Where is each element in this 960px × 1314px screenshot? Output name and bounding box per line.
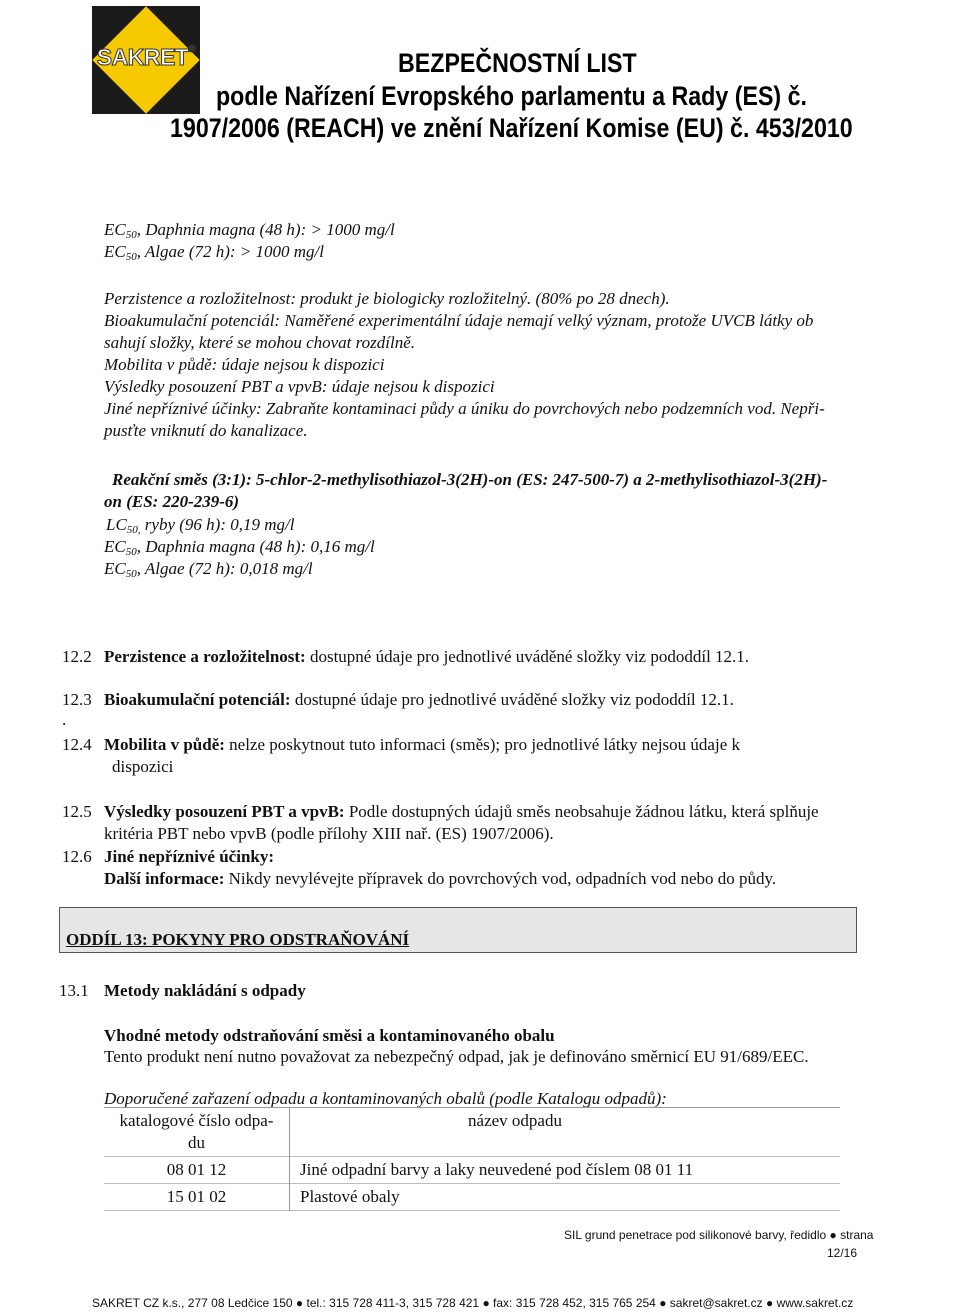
col-header-name: název odpadu bbox=[468, 1111, 562, 1130]
footer-contact: SAKRET CZ k.s., 277 08 Ledčice 150 ● tel.: 315 728 411-3, 315 728 421 ● fax: 315 728 452, 315 765 254 ● sakret@sakret.cz ● www.sakret.cz bbox=[92, 1296, 854, 1310]
s12-5-text: Výsledky posouzení PBT a vpvB: Podle dostupných údajů směs neobsahuje žádnou látku, která splňuje bbox=[104, 802, 819, 821]
other-effects-line-2: pusťte vniknutí do kanalizace. bbox=[104, 421, 308, 440]
logo-brand: SAKRET® bbox=[96, 44, 196, 70]
s12-5-text-2: kritéria PBT nebo vpvB (podle přílohy XIII nař. (ES) 1907/2006). bbox=[104, 824, 554, 843]
bioaccumulation-line: Bioakumulační potenciál: Naměřené experimentální údaje nemají velký význam, protože UVCB látky ob bbox=[104, 311, 814, 330]
bullet-icon: ● bbox=[659, 1296, 667, 1310]
s12-4-number: 12.4 bbox=[62, 735, 92, 754]
bullet-icon: ● bbox=[482, 1296, 490, 1310]
reaction-mass-title: Reakční směs (3:1): 5-chlor-2-methylisothiazol-3(2H)-on (ES: 247-500-7) a 2-methylisothiazol-3(2H)- bbox=[112, 470, 828, 489]
bullet-icon: ● bbox=[766, 1296, 774, 1310]
bullet-icon: ● bbox=[829, 1228, 837, 1242]
ec50-daphnia-mix-line: $EC_{50}$, Daphnia magna (48 h): 0,16 mg/l bbox=[104, 537, 375, 558]
ec50-daphnia-line: $EC_{50}$, Daphnia magna (48 h): > 1000 mg/l bbox=[104, 220, 395, 241]
catalog-heading: Doporučené zařazení odpadu a kontaminovaných obalů (podle Katalogu odpadů): bbox=[104, 1089, 667, 1108]
ec50-algae-line: $EC_{50}$, Algae (72 h): > 1000 mg/l bbox=[104, 242, 325, 263]
waste-catalog-table bbox=[104, 1107, 840, 1211]
bullet-icon: ● bbox=[295, 1296, 304, 1310]
s12-2-text: Perzistence a rozložitelnost: dostupné údaje pro jednotlivé uváděné složky viz pododdíl 12.1. bbox=[104, 647, 750, 666]
waste-code: 15 01 02 bbox=[104, 1184, 290, 1211]
header-regulation: podle Nařízení Evropského parlamentu a Rady (ES) č. bbox=[216, 81, 807, 111]
lc50-fish-line: $LC_{50,}$ ryby (96 h): 0,19 mg/l bbox=[106, 515, 295, 536]
s12-3-number: 12.3 bbox=[62, 690, 92, 709]
waste-code: 08 01 12 bbox=[104, 1157, 290, 1184]
s12-3-text: Bioakumulační potenciál: dostupné údaje pro jednotlivé uváděné složky viz pododdíl 12.1. bbox=[104, 690, 734, 709]
ec50-algae-mix-line: $EC_{50}$, Algae (72 h): 0,018 mg/l bbox=[104, 559, 313, 580]
header-regulation-amendment: 1907/2006 (REACH) ve znění Nařízení Komise (EU) č. 453/2010 bbox=[170, 113, 853, 143]
s13-1-number: 13.1 bbox=[59, 981, 89, 1000]
s12-6-number: 12.6 bbox=[62, 847, 92, 866]
other-effects-line: Jiné nepříznivé účinky: Zabraňte kontaminaci půdy a úniku do povrchových nebo podzemních vod. Nepři- bbox=[104, 399, 825, 418]
pbt-line: Výsledky posouzení PBT a vpvB: údaje nejsou k dispozici bbox=[104, 377, 495, 396]
s13-1-label: Metody nakládání s odpady bbox=[104, 981, 306, 1000]
waste-name: Plastové obaly bbox=[300, 1187, 400, 1206]
mobility-line: Mobilita v půdě: údaje nejsou k dispozici bbox=[104, 355, 385, 374]
section-13-header bbox=[59, 907, 857, 953]
col-header-code: katalogové číslo odpa-du bbox=[104, 1108, 290, 1157]
section-13-title: ODDÍL 13: POKYNY PRO ODSTRAŇOVÁNÍ bbox=[66, 930, 410, 949]
s12-3-dot: . bbox=[62, 710, 67, 729]
reaction-mass-title-2: on (ES: 220-239-6) bbox=[104, 492, 240, 511]
disposal-heading: Vhodné metody odstraňování směsi a kontaminovaného obalu bbox=[104, 1026, 555, 1045]
s12-6-label: Jiné nepříznivé účinky: bbox=[104, 847, 275, 866]
bioaccumulation-line-2: sahují složky, které se mohou chovat rozdílně. bbox=[104, 333, 415, 352]
s12-4-text-2: dispozici bbox=[112, 757, 174, 776]
s12-2-number: 12.2 bbox=[62, 647, 92, 666]
waste-name: Jiné odpadní barvy a laky neuvedené pod číslem 08 01 11 bbox=[300, 1160, 694, 1179]
s12-6-further-info: Další informace: Nikdy nevylévejte přípravek do povrchových vod, odpadních vod nebo do půdy. bbox=[104, 869, 777, 888]
footer-page-number: 12/16 bbox=[827, 1246, 858, 1260]
disposal-text: Tento produkt není nutno považovat za nebezpečný odpad, jak je definováno směrnicí EU 91/689/EEC. bbox=[104, 1047, 809, 1066]
table-row bbox=[104, 1157, 840, 1184]
s12-5-number: 12.5 bbox=[62, 802, 92, 821]
header-title: BEZPEČNOSTNÍ LIST bbox=[398, 48, 637, 78]
footer-product: SIL grund penetrace pod silikonové barvy, ředidlo ● strana bbox=[564, 1228, 874, 1242]
persistence-line: Perzistence a rozložitelnost: produkt je biologicky rozložitelný. (80% po 28 dnech). bbox=[104, 289, 670, 308]
table-header-row bbox=[104, 1108, 840, 1157]
table-row bbox=[104, 1184, 840, 1211]
s12-4-text: Mobilita v půdě: nelze poskytnout tuto informaci (směs); pro jednotlivé látky nejsou údaje k bbox=[104, 735, 740, 754]
sakret-logo bbox=[92, 6, 200, 114]
